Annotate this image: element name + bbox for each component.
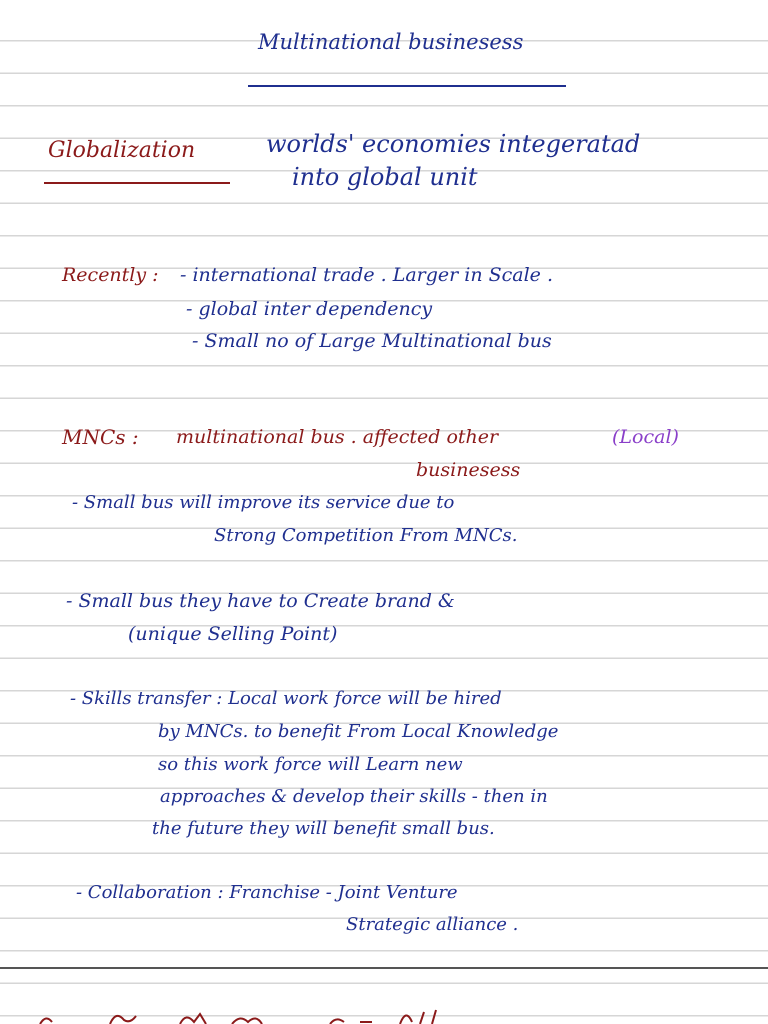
point-line: (unique Selling Point) [128,623,338,645]
mncs-label: MNCs : [62,425,139,449]
page-title: Multinational businesess [258,30,524,54]
page-divider [0,967,768,969]
recently-item: - international trade . Larger in Scale . [180,264,553,286]
cut-off-handwriting [0,1000,768,1024]
point-line: Strategic alliance . [346,914,519,935]
point-line: - Skills transfer : Local work force will be hired [70,688,502,709]
point-line: by MNCs. to benefit From Local Knowledge [158,721,559,742]
point-line: - Small bus they have to Create brand & [66,590,455,612]
globalization-definition-line-1: worlds' economies integeratad [266,130,641,158]
point-line: approaches & develop their skills - then in [160,786,548,807]
recently-item: - Small no of Large Multinational bus [192,330,552,352]
point-line: the future they will benefit small bus. [152,818,495,839]
globalization-definition-line-2: into global unit [292,163,478,191]
point-line: so this work force will Learn new [158,754,463,775]
point-line: - Collaboration : Franchise - Joint Venture [76,882,458,903]
mncs-definition: multinational bus . affected other [176,426,499,448]
recently-label: Recently : [62,264,159,286]
recently-item: - global inter dependency [186,298,433,320]
globalization-term: Globalization [48,138,196,163]
globalization-underline [44,182,230,184]
mncs-definition-line-2: businesess [416,459,521,481]
mncs-local: (Local) [612,426,679,448]
title-underline [248,85,566,87]
point-line: - Small bus will improve its service due to [72,492,455,513]
point-line: Strong Competition From MNCs. [214,525,518,546]
